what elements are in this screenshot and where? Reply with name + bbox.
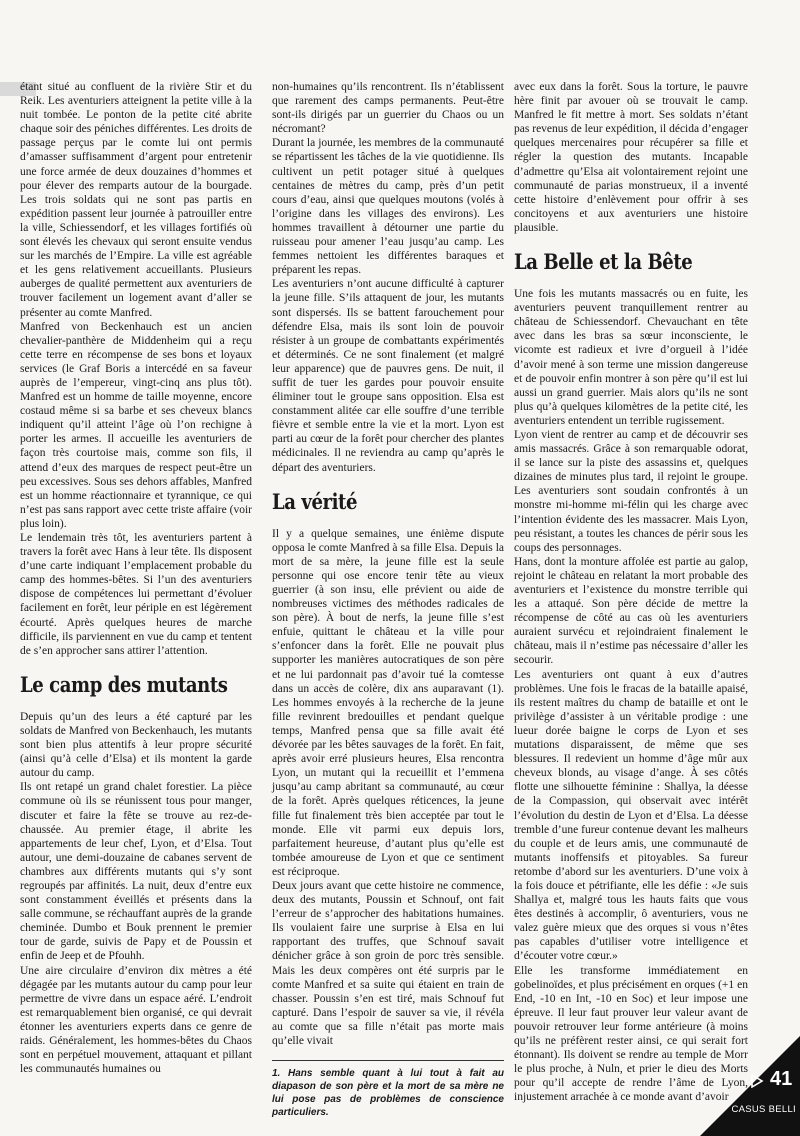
footnote: 1. Hans semble quant à lui tout à fait au diapason de son père et la mort de sa mère ne lui pose pas de problèmes de conscience particuliers. — [272, 1060, 504, 1119]
paragraph: Les aventuriers ont quant à eux d’autres problèmes. Une fois le fracas de la bataille apaisé, ils restent maîtres du champ de bataille et ont le privilège d’assister à un véritable prodige : une lueur dorée baigne le corps de Lyon et ses mutations disparaissent, de même que ses blessures. Il redevient un homme d’âge mûr aux cheveux blonds, au visage d’ange. À ses côtés flotte une silhouette féminine : Shallya, la déesse de la Compassion, qui observait avec intérêt l’évolution du destin de Lyon et d’Elsa. La déesse tremble d’une fureur contenue devant les malheurs du couple et de leurs amis, une communauté de mutants inoffensifs et pitoyables. Sa fureur retombe d’abord sur les aventuriers. D’une voix à la fois douce et pétrifiante, elle les défie : «Je suis Shallya et, malgré tous les hauts faits que vous êtes destinés à accomplir, ô aventuriers, vous ne valez guère mieux que des orques si vous n’êtes pas capables d’utiliser votre intelligence et d’écouter votre cœur.» — [514, 668, 748, 963]
column-1 — [20, 80, 252, 1076]
paragraph: Durant la journée, les membres de la communauté se répartissent les tâches de la vie quotidienne. Ils cultivent un petit potager situé à quelques centaines de mètres du camp, près d’un petit cours d’eau, ainsi que quelques moutons (volés à l’origine dans les villages des environs). Les hommes travaillent à détourner une partie du ruisseau pour amener l’eau jusqu’au camp. Les femmes nettoient les différentes baraques et préparent les repas. — [272, 137, 504, 277]
paragraph: Une fois les mutants massacrés ou en fuite, les aventuriers peuvent tranquillement rentrer au château de Schiessendorf. Chevauchant en tête avec dans les bras sa sœur inconsciente, le vicomte est radieux et ivre d’orgueil à l’idée d’avoir mené à son terme une mission dangereuse et de pouvoir enfin montrer à son père qu’il est lui aussi un grand guerrier. Mais alors qu’ils ne sont plus qu’à quelques kilomètres de la petite cité, les aventuriers entendent un terrible rugissement. — [514, 288, 748, 427]
section-heading-belle-bete: La Belle et la Bête — [514, 249, 693, 275]
paragraph: Elle les transforme immédiatement en gobelinoïdes, et plus précisément en orques (+1 en End, -10 en Int, -10 en Soc) et leur impose une épreuve. Il leur faut prouver leur valeur avant de pouvoir retrouver leur forme antérieure (à moins qu’ils ne préfèrent rester ainsi, ce qui serait fort étonnant). Ils doivent se rendre au temple de Morr le plus proche, à Nuln, et prier le dieu des Morts pour qu’il accepte de rendre l’âme de Lyon, injustement arrachée à ce monde avant d’avoir — [514, 964, 748, 1104]
paragraph: Lyon vient de rentrer au camp et de découvrir ses amis massacrés. Grâce à son remarquable odorat, il se lance sur la piste des assassins et, quelques dizaines de minutes plus tard, il rejoint le groupe. Les aventuriers sont soudain confrontés à un monstre mi-homme mi-félin qui les charge avec l’intention évidente des les massacrer. Mais Lyon, peu résistant, a toutes les chances de périr sous les coups des personnages. — [514, 428, 748, 554]
paragraph: Le lendemain très tôt, les aventuriers partent à travers la forêt avec Hans à leur tête. Ils disposent d’une carte indiquant l’emplacement probable du camp des hommes-bêtes. Si l’un des aventuriers dispose de compétences lui permettant d’évoluer facilement en forêt, leur périple en est légèrement écourté. Après quelques heures de marche difficile, ils parviennent en vue du camp et tentent de s’en approcher sans attirer l’attention. — [20, 532, 252, 657]
paragraph: non-humaines qu’ils rencontrent. Ils n’établissent que rarement des camps permanents. Peut-être sont-ils dirigés par un guerrier du Chaos ou un nécromant? — [272, 81, 504, 136]
column-2 — [272, 80, 504, 1119]
paragraph: étant situé au confluent de la rivière Stir et du Reik. Les aventuriers atteignent la petite ville à la nuit tombée. Le ponton de la petite cité abrite chaque soir des péniches différentes. Les droits de passage perçus par le comte lui ont permis d’amasser suffisamment d’argent pour entretenir une force armée de deux douzaines d’hommes et pour élever des remparts autour de la bourgade. Les trois soldats qui ne sont pas partis en expédition passent leur journée à patrouiller entre la ville, Schiessendorf, et les villages fortifiés où sont élevés les chevaux qui seront ensuite vendus sur les marchés de l’Empire. La ville est agréable et les gens relativement accueillants. Plusieurs auberges de qualité permettent aux aventuriers de trouver facilement un logement avant d’aller se présenter au comte Manfred. — [20, 81, 252, 319]
section-heading-verite: La vérité — [272, 488, 358, 514]
paragraph: Depuis qu’un des leurs a été capturé par les soldats de Manfred von Beckenhauch, les mutants sont bien plus attentifs à leur propre sécurité (ainsi qu’à celle d’Elsa) et ils montent la garde autour du camp. — [20, 710, 252, 780]
section-heading-camp: Le camp des mutants — [20, 671, 228, 697]
paragraph: Les aventuriers n’ont aucune difficulté à capturer la jeune fille. S’ils attaquent de jour, les mutants sont dispersés. Ils se battent farouchement pour défendre Elsa, mais ils sont loin de pouvoir résister à un groupe de combattants expérimentés et déterminés. Ce ne sont finalement (et malgré leur apparence) que de pauvres gens. De nuit, il suffit de tuer les gardes pour pouvoir ensuite éliminer tout le groupe sans opposition. Elsa est constamment alitée car elle souffre d’une terrible fièvre et semble entre la vie et la mort. Lyon est parti au cœur de la forêt pour chercher des plantes médicinales. Il ne reviendra au camp qu’après le départ des aventuriers. — [272, 278, 504, 474]
play-triangle-icon — [750, 1074, 764, 1088]
paragraph: Ils ont retapé un grand chalet forestier. La pièce commune où ils se réunissent tous pour manger, discuter et faire la fête se trouve au rez-de-chaussée. Au premier étage, il abrite les appartements de leur chef, Lyon, et d’Elsa. Tout autour, une demi-douzaine de cabanes servent de chambres aux différents mutants qui s’y sont regroupés par affinités. La nuit, deux d’entre eux sont constamment éveillés et présents dans la salle commune, se réchauffant auprès de la grande cheminée. Dumbo et Bouk prennent le premier tour de garde, suivis de Papy et de Poussin et enfin de Jeep et de Pfouhh. — [20, 781, 252, 963]
paragraph: Deux jours avant que cette histoire ne commence, deux des mutants, Poussin et Schnouf, ont fait l’erreur de s’approcher des habitations humaines. Ils voulaient faire une surprise à Elsa en lui rapportant des truffes, que Schnouf savait dénicher grâce à son groin de porc très sensible. Mais les deux compères ont été surpris par le comte Manfred et sa suite qui étaient en train de chasser. Poussin s’en est tiré, mais Schnouf fut capturé. Dans l’espoir de sauver sa vie, il révéla au comte que sa fille n’était pas morte mais qu’elle vivait — [272, 879, 504, 1047]
column-3 — [514, 80, 748, 1104]
paragraph: Manfred von Beckenhauch est un ancien chevalier-panthère de Middenheim qui a reçu cette terre en récompense de ses bons et loyaux services (le Graf Boris a intercédé en sa faveur auprès de l’empereur, vingt-cinq ans plus tôt). Manfred est un homme de taille moyenne, encore costaud même si sa barbe et ses cheveux blancs indiquent qu’il atteint l’âge où l’on rechigne à porter les armes. Il accueille les aventuriers de façon très courtoise mais, comme son fils, il attend d’eux des marques de respect peut-être un peu excessives. Sous ses dehors affables, Manfred est un homme réactionnaire et tyrannique, ce qui n’est pas sans rapport avec cette triste affaire (voir plus loin). — [20, 320, 252, 530]
paragraph: Hans, dont la monture affolée est partie au galop, rejoint le château en relatant la mort probable des aventuriers et l’existence du monstre terrible qui les a attaqué. Son père décide de mettre la récompense de côté au cas où les aventuriers auraient survécu et rejoindraient finalement le château, mais il n’estime pas nécessaire d’aller les secourir. — [514, 555, 748, 667]
magazine-name: CASUS BELLI — [731, 1104, 796, 1115]
paragraph: Une aire circulaire d’environ dix mètres a été dégagée par les mutants autour du camp pour leur permettre de vivre dans un espace aéré. L’endroit est remarquablement bien organisé, ce qui devrait étonner les aventuriers experts dans ce genre de raids. Généralement, les hommes-bêtes du Chaos sont en perpétuel mouvement, attaquant et pillant les communautés humaines ou — [20, 964, 252, 1076]
paragraph: avec eux dans la forêt. Sous la torture, le pauvre hère finit par avouer où se trouvait le camp. Manfred le fit mettre à mort. Ses soldats n’étant pas revenus de leur expédition, il décida d’engager quelques mercenaires pour récupérer sa fille et régler la question des mutants. Incapable d’admettre qu’Elsa ait volontairement rejoint une communauté de parias monstrueux, il a inventé cette histoire d’enlèvement pour offrir à ses concitoyens et aux aventuriers une histoire plausible. — [514, 81, 748, 234]
paragraph: Il y a quelque semaines, une énième dispute opposa le comte Manfred à sa fille Elsa. Depuis la mort de sa mère, la jeune fille est la seule personne qui ose encore tenir tête au vieux guerrier (à son insu, elle prévient ou aide de nombreuses victimes des méthodes radicales de son père). À bout de nerfs, la jeune fille s’est enfuie, quittant le château et la ville pour s’enfoncer dans la forêt. Elle ne pouvait plus supporter les manières autocratiques de son père et ne lui pardonnait pas d’avoir tué la comtesse dans un accès de colère, dix ans auparavant (1). Les hommes envoyés à la recherche de la jeune fille revinrent bredouilles et pendant quelque temps, Manfred pensa que sa fille avait été dévorée par les bêtes sauvages de la forêt. En fait, après avoir erré plusieurs heures, Elsa rencontra Lyon, un mutant qui la recueillit et l’emmena jusqu’au camp abritant sa communauté, au cœur de la forêt. Après quelques réticences, la jeune fille fut finalement très bien acceptée par tout le monde. Elle vit parmi eux depuis lors, parfaitement heureuse, d’autant plus qu’elle est tombée amoureuse de Lyon et que ce sentiment est réciproque. — [272, 527, 504, 878]
page-number: 41 — [770, 1068, 793, 1090]
